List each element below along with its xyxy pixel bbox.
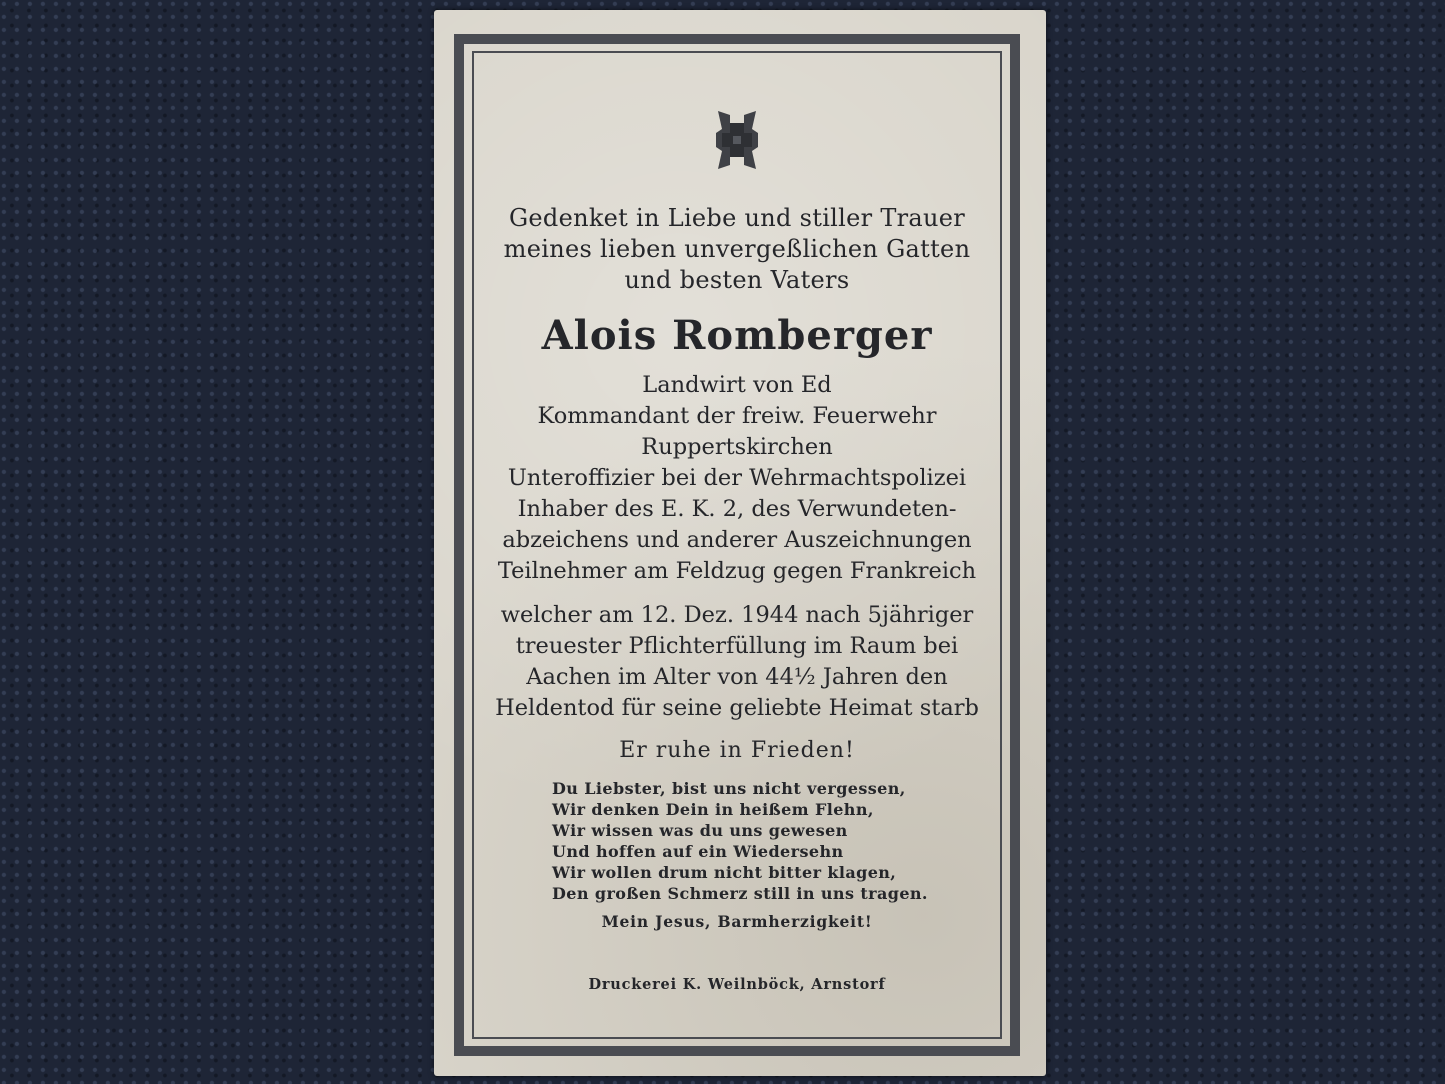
rest-in-peace: Er ruhe in Frieden!	[619, 738, 855, 763]
printer-imprint: Druckerei K. Weilnböck, Arnstorf	[588, 976, 886, 993]
description-line-2: Kommandant der freiw. Feuerwehr	[537, 403, 937, 429]
description-line-4: Unteroffizier bei der Wehrmachtspolizei	[507, 465, 967, 491]
intro-line-2: meines lieben unvergeßlichen Gatten	[503, 235, 971, 263]
card-outer-border	[454, 34, 1020, 1056]
death-text-line-1: welcher am 12. Dez. 1944 nach 5jähriger	[500, 602, 974, 628]
description-line-3: Ruppertskirchen	[641, 434, 833, 460]
deceased-name: Alois Romberger	[541, 312, 933, 359]
iron-cross-icon	[464, 109, 1010, 177]
poem-line-2: Wir denken Dein in heißem Flehn,	[552, 800, 874, 819]
intro-line-3: und besten Vaters	[624, 266, 850, 294]
poem-line-6: Den großen Schmerz still in uns tragen.	[552, 884, 928, 903]
description-line-6: abzeichens und anderer Auszeichnungen	[502, 527, 972, 553]
poem-line-5: Wir wollen drum nicht bitter klagen,	[552, 863, 897, 882]
poem-line-3: Wir wissen was du uns gewesen	[552, 821, 848, 840]
death-text-line-4: Heldentod für seine geliebte Heimat starb	[495, 695, 979, 721]
closing-prayer: Mein Jesus, Barmherzigkeit!	[601, 912, 873, 931]
memorial-card	[434, 10, 1046, 1076]
description-line-7: Teilnehmer am Feldzug gegen Frankreich	[497, 558, 977, 584]
poem-line-4: Und hoffen auf ein Wiedersehn	[552, 842, 844, 861]
description-line-5: Inhaber des E. K. 2, des Verwundeten-	[517, 496, 957, 522]
death-text-line-2: treuester Pflichterfüllung im Raum bei	[515, 633, 959, 659]
death-text-line-3: Aachen im Alter von 44½ Jahren den	[526, 664, 948, 690]
poem-line-1: Du Liebster, bist uns nicht vergessen,	[552, 779, 906, 798]
intro-line-1: Gedenket in Liebe und stiller Trauer	[508, 204, 966, 232]
description-line-1: Landwirt von Ed	[642, 372, 832, 398]
